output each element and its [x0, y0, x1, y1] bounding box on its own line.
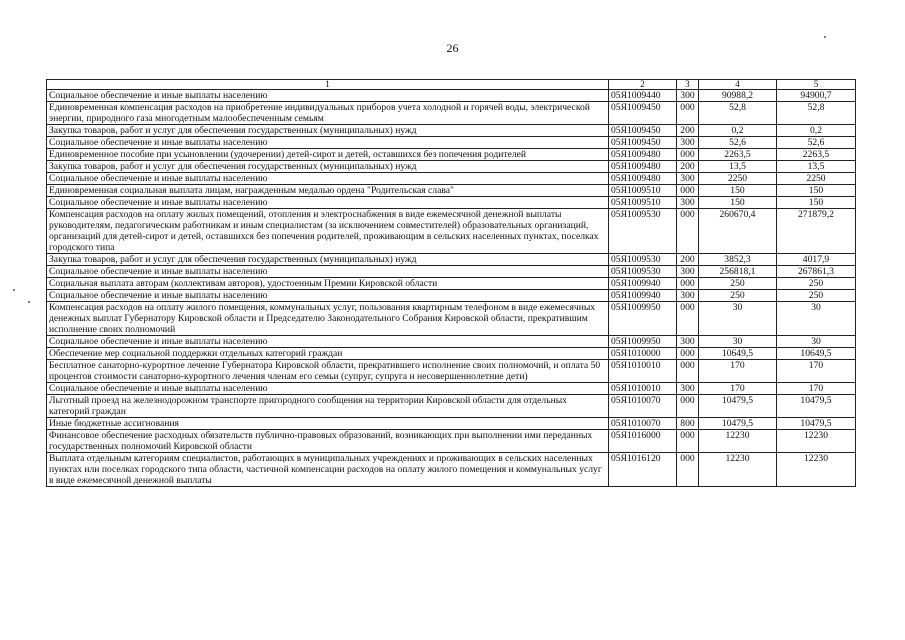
row-name-cell: Закупка товаров, работ и услуг для обеспечения государственных (муниципальных) нужд	[47, 125, 609, 137]
row-value-col4-cell: 170	[699, 360, 777, 383]
table-row	[47, 173, 856, 185]
scan-speck	[13, 289, 15, 291]
row-value-col4-cell: 150	[699, 185, 777, 197]
table-row	[47, 197, 856, 209]
row-value-col4-cell: 3852,3	[699, 254, 777, 266]
row-value-col5-cell: 94900,7	[777, 90, 856, 102]
column-header: 2	[609, 80, 677, 90]
row-value-col4-cell: 30	[699, 336, 777, 348]
row-value-col5-cell: 10479,5	[777, 418, 856, 430]
row-code-cell: 05Я1009950	[609, 302, 677, 336]
row-code-cell: 05Я1010010	[609, 383, 677, 395]
row-code-cell: 05Я1010070	[609, 418, 677, 430]
row-name-cell: Социальное обеспечение и иные выплаты населению	[47, 90, 609, 102]
row-kind-cell: 000	[677, 209, 699, 254]
row-code-cell: 05Я1009510	[609, 185, 677, 197]
table-row	[47, 254, 856, 266]
table-header-row	[47, 80, 856, 90]
row-value-col4-cell: 170	[699, 383, 777, 395]
row-kind-cell: 000	[677, 453, 699, 487]
row-kind-cell: 300	[677, 266, 699, 278]
row-kind-cell: 000	[677, 149, 699, 161]
row-name-cell: Социальное обеспечение и иные выплаты населению	[47, 137, 609, 149]
row-name-cell: Социальное обеспечение и иные выплаты населению	[47, 197, 609, 209]
row-code-cell: 05Я1016120	[609, 453, 677, 487]
row-name-cell: Социальное обеспечение и иные выплаты населению	[47, 383, 609, 395]
row-value-col5-cell: 12230	[777, 430, 856, 453]
table-row	[47, 149, 856, 161]
row-code-cell: 05Я1016000	[609, 430, 677, 453]
row-value-col5-cell: 52,6	[777, 137, 856, 149]
row-code-cell: 05Я1009530	[609, 254, 677, 266]
row-value-col5-cell: 170	[777, 383, 856, 395]
row-code-cell: 05Я1009940	[609, 278, 677, 290]
row-name-cell: Единовременная социальная выплата лицам, награжденным медалью ордена "Родительская слава"	[47, 185, 609, 197]
row-name-cell: Социальное обеспечение и иные выплаты населению	[47, 173, 609, 185]
row-value-col4-cell: 12230	[699, 453, 777, 487]
row-code-cell: 05Я1009450	[609, 137, 677, 149]
scan-speck	[824, 36, 826, 38]
table-row	[47, 395, 856, 418]
column-header: 4	[699, 80, 777, 90]
row-value-col5-cell: 30	[777, 302, 856, 336]
row-code-cell: 05Я1009950	[609, 336, 677, 348]
row-name-cell: Социальное обеспечение и иные выплаты населению	[47, 290, 609, 302]
row-value-col5-cell: 2250	[777, 173, 856, 185]
scan-speck	[28, 301, 30, 303]
row-kind-cell: 000	[677, 430, 699, 453]
table-row	[47, 125, 856, 137]
row-kind-cell: 200	[677, 125, 699, 137]
row-value-col4-cell: 10649,5	[699, 348, 777, 360]
row-name-cell: Социальное обеспечение и иные выплаты населению	[47, 266, 609, 278]
row-name-cell: Единовременное пособие при усыновлении (удочерении) детей-сирот и детей, оставшихся без попечения родителей	[47, 149, 609, 161]
table-row	[47, 278, 856, 290]
row-value-col5-cell: 4017,9	[777, 254, 856, 266]
row-kind-cell: 300	[677, 137, 699, 149]
row-value-col5-cell: 52,8	[777, 102, 856, 125]
row-name-cell: Единовременная компенсация расходов на приобретение индивидуальных приборов учета холодной и горячей воды, электрической энергии, природного газа многодетным малообеспеченным семьям	[47, 102, 609, 125]
row-value-col5-cell: 150	[777, 197, 856, 209]
row-kind-cell: 300	[677, 197, 699, 209]
row-value-col4-cell: 0,2	[699, 125, 777, 137]
row-value-col4-cell: 150	[699, 197, 777, 209]
table-row	[47, 418, 856, 430]
table-row	[47, 90, 856, 102]
row-name-cell: Иные бюджетные ассигнования	[47, 418, 609, 430]
row-kind-cell: 300	[677, 290, 699, 302]
row-value-col4-cell: 90988,2	[699, 90, 777, 102]
row-kind-cell: 000	[677, 348, 699, 360]
row-kind-cell: 000	[677, 302, 699, 336]
table-row	[47, 453, 856, 487]
table-row	[47, 336, 856, 348]
row-value-col4-cell: 2263,5	[699, 149, 777, 161]
row-value-col5-cell: 30	[777, 336, 856, 348]
row-kind-cell: 000	[677, 102, 699, 125]
row-value-col5-cell: 170	[777, 360, 856, 383]
row-kind-cell: 300	[677, 383, 699, 395]
row-code-cell: 05Я1009510	[609, 197, 677, 209]
row-name-cell: Финансовое обеспечение расходных обязательств публично-правовых образований, возникающих при выполнении ими переданных государственных полномочий Кировской области	[47, 430, 609, 453]
column-header: 5	[777, 80, 856, 90]
row-name-cell: Социальная выплата авторам (коллективам авторов), удостоенным Премии Кировской области	[47, 278, 609, 290]
row-name-cell: Закупка товаров, работ и услуг для обеспечения государственных (муниципальных) нужд	[47, 254, 609, 266]
row-value-col5-cell: 0,2	[777, 125, 856, 137]
row-kind-cell: 800	[677, 418, 699, 430]
row-code-cell: 05Я1009530	[609, 266, 677, 278]
table-row	[47, 161, 856, 173]
row-code-cell: 05Я1009480	[609, 173, 677, 185]
row-code-cell: 05Я1010010	[609, 360, 677, 383]
row-value-col5-cell: 10479,5	[777, 395, 856, 418]
row-code-cell: 05Я1009440	[609, 90, 677, 102]
row-value-col4-cell: 250	[699, 278, 777, 290]
row-name-cell: Компенсация расходов на оплату жилых помещений, отопления и электроснабжения в виде ежемесячной денежной выплаты руководителям, педагогическим работникам и иным специалистам (за исключением совместителей) образовательных организаций, организаций для детей-сирот и детей, оставшихся без попечения родителей, проживающим в сельских населенных пунктах, поселках городского типа	[47, 209, 609, 254]
row-kind-cell: 200	[677, 161, 699, 173]
row-name-cell: Социальное обеспечение и иные выплаты населению	[47, 336, 609, 348]
row-value-col4-cell: 52,6	[699, 137, 777, 149]
row-code-cell: 05Я1009480	[609, 149, 677, 161]
row-name-cell: Компенсация расходов на оплату жилого помещения, коммунальных услуг, пользования квартирным телефоном в виде ежемесячных денежных выплат Губернатору Кировской области и Председателю Законодательного Собрания Кировской области, прекратившим исполнение своих полномочий	[47, 302, 609, 336]
row-kind-cell: 000	[677, 278, 699, 290]
row-kind-cell: 000	[677, 395, 699, 418]
row-value-col5-cell: 250	[777, 278, 856, 290]
row-kind-cell: 300	[677, 336, 699, 348]
row-code-cell: 05Я1009940	[609, 290, 677, 302]
row-value-col5-cell: 267861,3	[777, 266, 856, 278]
row-value-col4-cell: 256818,1	[699, 266, 777, 278]
row-code-cell: 05Я1009450	[609, 102, 677, 125]
row-name-cell: Закупка товаров, работ и услуг для обеспечения государственных (муниципальных) нужд	[47, 161, 609, 173]
row-name-cell: Льготный проезд на железнодорожном транспорте пригородного сообщения на территории Кировской области для отдельных категорий граждан	[47, 395, 609, 418]
row-value-col5-cell: 12230	[777, 453, 856, 487]
row-value-col5-cell: 271879,2	[777, 209, 856, 254]
table-row	[47, 290, 856, 302]
table-row	[47, 360, 856, 383]
table-row	[47, 302, 856, 336]
table-row	[47, 430, 856, 453]
table-row	[47, 383, 856, 395]
row-value-col4-cell: 260670,4	[699, 209, 777, 254]
row-kind-cell: 300	[677, 90, 699, 102]
row-name-cell: Обеспечение мер социальной поддержки отдельных категорий граждан	[47, 348, 609, 360]
table-row	[47, 209, 856, 254]
row-value-col5-cell: 2263,5	[777, 149, 856, 161]
row-kind-cell: 200	[677, 254, 699, 266]
row-code-cell: 05Я1009450	[609, 125, 677, 137]
row-name-cell: Выплата отдельным категориям специалистов, работающих в муниципальных учреждениях и проживающих в сельских населенных пунктах или поселках городского типа области, частичной компенсации расходов на оплату жилого помещения и коммунальных услуг в виде ежемесячной денежной выплаты	[47, 453, 609, 487]
row-value-col4-cell: 2250	[699, 173, 777, 185]
row-value-col5-cell: 10649,5	[777, 348, 856, 360]
row-kind-cell: 000	[677, 360, 699, 383]
row-value-col4-cell: 30	[699, 302, 777, 336]
row-code-cell: 05Я1009480	[609, 161, 677, 173]
table-row	[47, 102, 856, 125]
row-code-cell: 05Я1009530	[609, 209, 677, 254]
row-value-col5-cell: 13,5	[777, 161, 856, 173]
row-value-col5-cell: 250	[777, 290, 856, 302]
row-value-col4-cell: 10479,5	[699, 395, 777, 418]
row-value-col4-cell: 10479,5	[699, 418, 777, 430]
table-row	[47, 185, 856, 197]
row-kind-cell: 300	[677, 173, 699, 185]
table-row	[47, 266, 856, 278]
column-header: 3	[677, 80, 699, 90]
row-value-col4-cell: 12230	[699, 430, 777, 453]
row-value-col4-cell: 52,8	[699, 102, 777, 125]
budget-table	[46, 79, 856, 487]
column-header: 1	[47, 80, 609, 90]
row-value-col4-cell: 250	[699, 290, 777, 302]
row-value-col4-cell: 13,5	[699, 161, 777, 173]
row-value-col5-cell: 150	[777, 185, 856, 197]
row-kind-cell: 000	[677, 185, 699, 197]
table-body	[47, 90, 856, 487]
table-row	[47, 137, 856, 149]
table-row	[47, 348, 856, 360]
row-code-cell: 05Я1010000	[609, 348, 677, 360]
page-number: 26	[446, 41, 459, 55]
row-code-cell: 05Я1010070	[609, 395, 677, 418]
row-name-cell: Бесплатное санаторно-курортное лечение Губернатора Кировской области, прекратившего исполнение своих полномочий, и оплата 50 процентов стоимости санаторно-курортного лечения членам его семьи (супруг, супруга и несовершеннолетние дети)	[47, 360, 609, 383]
